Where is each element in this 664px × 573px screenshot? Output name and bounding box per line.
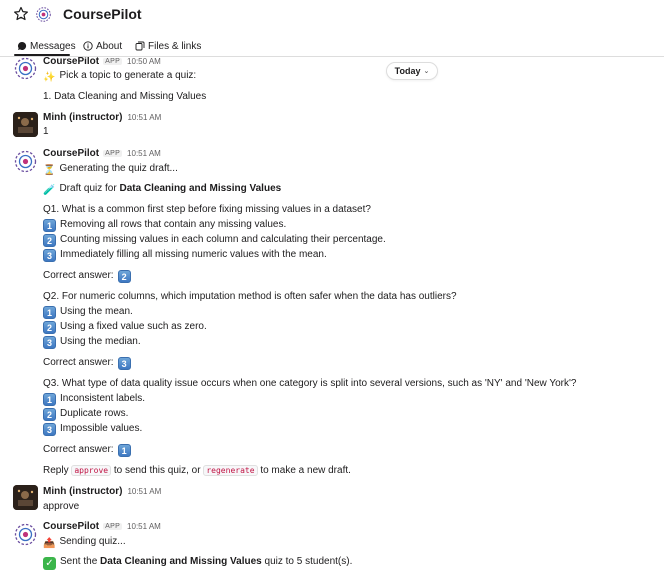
info-icon [83, 41, 93, 51]
tab-about[interactable] [83, 38, 122, 54]
answer-option: 2 Duplicate rows. [43, 407, 128, 421]
app-badge: APP [105, 150, 121, 157]
answer-option: 2 Using a fixed value such as zero. [43, 320, 207, 334]
keycap-answer-icon: 2 [118, 270, 131, 283]
answer-option: 3 Impossible values. [43, 422, 142, 436]
active-tab-indicator [14, 54, 70, 56]
message-text: ✓ Sent the Data Cleaning and Missing Values quiz to 5 student(s). [43, 555, 352, 570]
timestamp[interactable]: 10:51 AM [127, 522, 161, 531]
keycap-1-icon: 1 [43, 306, 56, 319]
answer-option: 3 Immediately filling all missing numeric values with the mean. [43, 248, 327, 262]
tab-bar [0, 35, 664, 57]
tab-label: Messages [30, 40, 76, 52]
message-header [43, 111, 161, 124]
message-text: 🧪 Draft quiz for Data Cleaning and Missing Values [43, 183, 282, 196]
bot-avatar[interactable] [13, 522, 38, 547]
answer-option: 1 Removing all rows that contain any missing values. [43, 218, 286, 232]
app-logo-icon [35, 6, 52, 23]
bot-avatar[interactable] [13, 57, 38, 81]
sender-name[interactable]: CoursePilot [43, 148, 100, 159]
keycap-answer-icon: 3 [118, 357, 131, 370]
message-header [43, 520, 161, 533]
bot-avatar[interactable] [13, 149, 38, 174]
app-badge: APP [105, 523, 121, 530]
timestamp[interactable]: 10:51 AM [127, 113, 162, 122]
sparkles-icon: ✨ [43, 72, 56, 83]
correct-answer: Correct answer: 1 [43, 443, 131, 457]
question-text: Q2. For numeric columns, which imputation method is often safer when the data has outliers? [43, 291, 457, 302]
inline-code: regenerate [203, 465, 257, 476]
answer-option: 1 Inconsistent labels. [43, 392, 145, 406]
message-list[interactable] [0, 57, 664, 573]
question-text: Q1. What is a common first step before fixing missing values in a dataset? [43, 204, 371, 215]
timestamp[interactable]: 10:51 AM [127, 149, 161, 158]
tab-label: About [96, 40, 123, 52]
app-badge: APP [105, 58, 121, 65]
keycap-1-icon: 1 [43, 219, 56, 232]
message-text: approve [43, 501, 80, 512]
reply-instructions: Reply approve to send this quiz, or regenerate to make a new draft. [43, 465, 351, 476]
answer-option: 3 Using the median. [43, 335, 141, 349]
tab-messages[interactable] [17, 38, 76, 54]
sender-name[interactable]: CoursePilot [43, 521, 100, 532]
keycap-2-icon: 2 [43, 321, 56, 334]
sender-name[interactable]: Minh (instructor) [43, 486, 123, 497]
date-divider-button[interactable] [386, 62, 438, 80]
keycap-2-icon: 2 [43, 234, 56, 247]
message-text: 📤 Sending quiz... [43, 536, 126, 549]
test-tube-icon: 🧪 [43, 185, 56, 196]
message-text: 1. Data Cleaning and Missing Values [43, 91, 207, 102]
message-text: ⏳ Generating the quiz draft... [43, 163, 178, 176]
keycap-3-icon: 3 [43, 336, 56, 349]
chevron-down-icon: ⌄ [423, 68, 430, 75]
date-label: Today [394, 66, 421, 76]
message-text: 1 [43, 126, 49, 137]
correct-answer: Correct answer: 2 [43, 269, 131, 283]
tab-files-links[interactable] [135, 38, 201, 54]
question-text: Q3. What type of data quality issue occurs when one category is split into several versions, such as 'NY' and 'New York'? [43, 378, 577, 389]
check-mark-icon: ✓ [43, 557, 56, 570]
inline-code: approve [71, 465, 111, 476]
keycap-answer-icon: 1 [118, 444, 131, 457]
answer-option: 2 Counting missing values in each column and calculating their percentage. [43, 233, 386, 247]
message-header [43, 485, 161, 498]
instructor-avatar[interactable] [13, 112, 38, 137]
message-header [43, 147, 161, 160]
answer-option: 1 Using the mean. [43, 305, 133, 319]
timestamp[interactable]: 10:51 AM [127, 487, 162, 496]
message-text: ✨ Pick a topic to generate a quiz: [43, 70, 197, 83]
instructor-avatar[interactable] [13, 485, 38, 510]
keycap-2-icon: 2 [43, 408, 56, 421]
sender-name[interactable]: CoursePilot [43, 57, 100, 67]
outbox-icon: 📤 [43, 538, 56, 549]
app-title: CoursePilot [63, 6, 142, 22]
star-icon[interactable] [13, 6, 29, 22]
timestamp[interactable]: 10:50 AM [127, 57, 161, 66]
keycap-1-icon: 1 [43, 393, 56, 406]
keycap-3-icon: 3 [43, 249, 56, 262]
keycap-3-icon: 3 [43, 423, 56, 436]
channel-header [0, 0, 664, 33]
sender-name[interactable]: Minh (instructor) [43, 112, 123, 123]
files-icon [135, 41, 145, 51]
correct-answer: Correct answer: 3 [43, 356, 131, 370]
message-icon [17, 41, 27, 51]
tab-label: Files & links [148, 40, 202, 52]
hourglass-icon: ⏳ [43, 165, 56, 176]
message-header [43, 57, 161, 68]
